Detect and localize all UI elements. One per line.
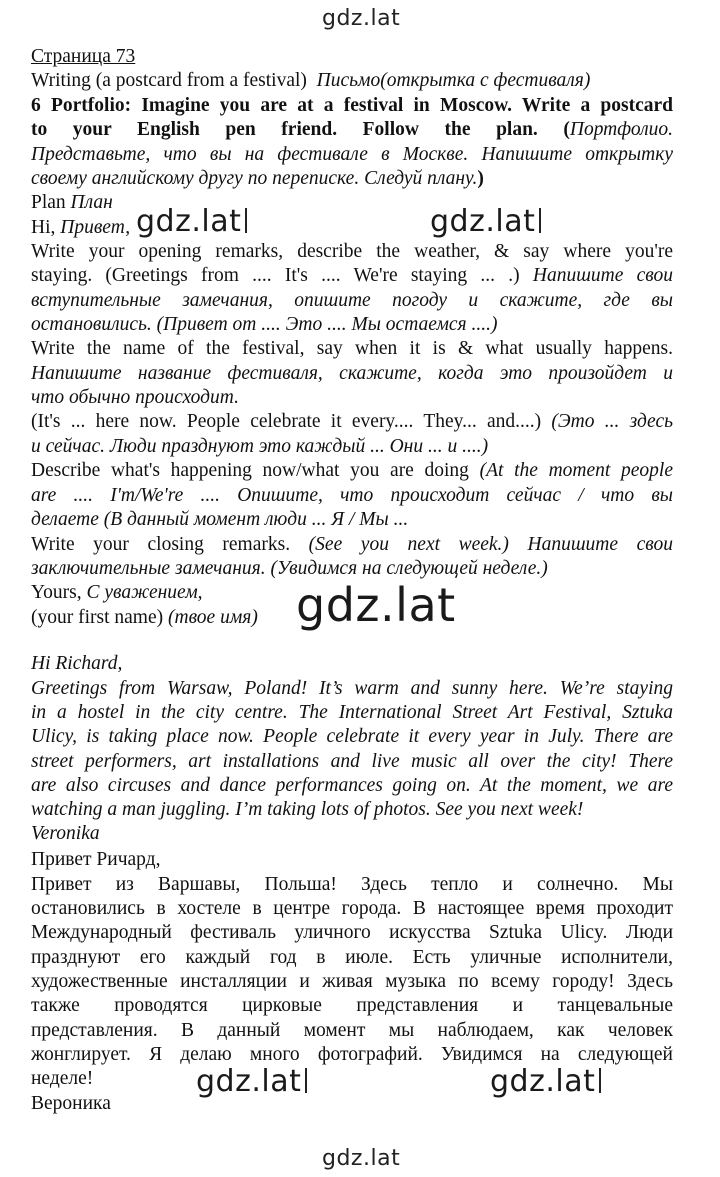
postcard-ru-signature: Вероника bbox=[31, 1093, 111, 1114]
postcard-ru-line: жонглирует. Я делаю много фотографий. Увидимся на следующей bbox=[31, 1044, 673, 1065]
postcard-ru-line: неделе! bbox=[31, 1068, 94, 1089]
plan-2-line-1: Write the name of the festival, say when it is & what usually happens. bbox=[31, 338, 673, 359]
postcard-ru-line: представления. В данный момент мы наблюдаем, как человек bbox=[31, 1020, 673, 1041]
postcard-ru-line: Привет из Варшавы, Польша! Здесь тепло и солнечно. Мы bbox=[31, 874, 673, 895]
plan-2-line-3: что обычно происходит. bbox=[31, 387, 239, 408]
postcard-ru-line: Международный фестиваль уличного искусства Sztuka Ulicy. Люди bbox=[31, 922, 673, 943]
plan-3-line-3: делаете (В данный момент люди ... Я / Мы ... bbox=[31, 509, 409, 530]
plan-1-line-1: Write your opening remarks, describe the weather, & say where you're bbox=[31, 241, 673, 262]
postcard-en-line: Greetings from Warsaw, Poland! It’s warm and sunny here. We’re staying bbox=[31, 678, 673, 699]
task-line-1: 6 Portfolio: Imagine you are at a festival in Moscow. Write a postcard bbox=[31, 95, 673, 116]
watermark-4: gdz.lat bbox=[490, 1064, 601, 1099]
postcard-en-line: Ulicy, is taking place now. People celebrate it every year in July. There are bbox=[31, 726, 673, 747]
plan-2-line-5: и сейчас. Люди празднуют это каждый ... Они ... и ....) bbox=[31, 436, 489, 457]
plan-1-line-3: вступительные замечания, опишите погоду и скажите, где вы bbox=[31, 290, 673, 311]
plan-4-line-1: Write your closing remarks. (See you next week.) Напишите свои bbox=[31, 534, 673, 555]
plan-1-line-2: staying. (Greetings from .... It's .... We're staying ... .) Напишите свои bbox=[31, 265, 673, 286]
watermark-bottom: gdz.lat bbox=[322, 1146, 401, 1171]
page-number: Страница 73 bbox=[31, 46, 136, 67]
plan-3-line-2: are .... I'm/We're .... Опишите, что происходит сейчас / что вы bbox=[31, 485, 673, 506]
plan-3-line-1: Describe what's happening now/what you are doing (At the moment people bbox=[31, 460, 673, 481]
topic-en: Writing (a postcard from a festival) bbox=[31, 70, 307, 91]
topic-ru: Письмо(открытка с фестиваля) bbox=[316, 70, 591, 91]
watermark-1: gdz.lat bbox=[136, 204, 247, 239]
plan-1-line-4: остановились. (Привет от .... Это .... Мы остаемся ....) bbox=[31, 314, 498, 335]
postcard-en-line: are also circuses and dance performances going on. At the moment, we are bbox=[31, 775, 673, 796]
plan-2-line-2: Напишите название фестиваля, скажите, когда это произойдет и bbox=[31, 363, 673, 384]
postcard-en-greeting: Hi Richard, bbox=[31, 653, 123, 674]
plan-signature: (your first name) (твое имя) bbox=[31, 607, 258, 628]
watermark-center: gdz.lat bbox=[296, 578, 456, 632]
postcard-ru-line: художественные инсталляции и живая музыка по всему городу! Здесь bbox=[31, 971, 673, 992]
watermark-2: gdz.lat bbox=[430, 204, 541, 239]
postcard-ru-line: остановились в хостеле в центре города. В настоящее время проходит bbox=[31, 898, 673, 919]
topic-line bbox=[31, 69, 673, 93]
plan-closing: Yours, С уважением, bbox=[31, 582, 203, 603]
plan-4-line-2: заключительные замечания. (Увидимся на следующей неделе.) bbox=[31, 558, 548, 579]
postcard-en-line: watching a man juggling. I’m taking lots of photos. See you next week! bbox=[31, 799, 584, 820]
plan-2-line-4: (It's ... here now. People celebrate it every.... They... and....) (Это ... здесь bbox=[31, 411, 673, 432]
watermark-top: gdz.lat bbox=[322, 6, 401, 31]
postcard-en-line: street performers, art installations and live music all over the city! There bbox=[31, 751, 673, 772]
task-line-3: Представьте, что вы на фестивале в Москве. Напишите открытку bbox=[31, 144, 673, 165]
task-line-2: to your English pen friend. Follow the plan. (Портфолио. bbox=[31, 119, 673, 140]
plan-greeting: Hi, Привет, bbox=[31, 217, 131, 238]
postcard-ru-greeting: Привет Ричард, bbox=[31, 849, 161, 870]
postcard-en-line: in a hostel in the city centre. The International Street Art Festival, Sztuka bbox=[31, 702, 673, 723]
postcard-ru-line: также проводятся цирковые представления и танцевальные bbox=[31, 995, 673, 1016]
postcard-en-signature: Veronika bbox=[31, 823, 100, 844]
postcard-ru-line: празднуют его каждый год в июле. Есть уличные исполнители, bbox=[31, 947, 673, 968]
plan-heading: Plan План bbox=[31, 192, 113, 213]
watermark-3: gdz.lat bbox=[196, 1064, 307, 1099]
task-line-4: своему английскому другу по переписке. Следуй плану.) bbox=[31, 168, 484, 189]
